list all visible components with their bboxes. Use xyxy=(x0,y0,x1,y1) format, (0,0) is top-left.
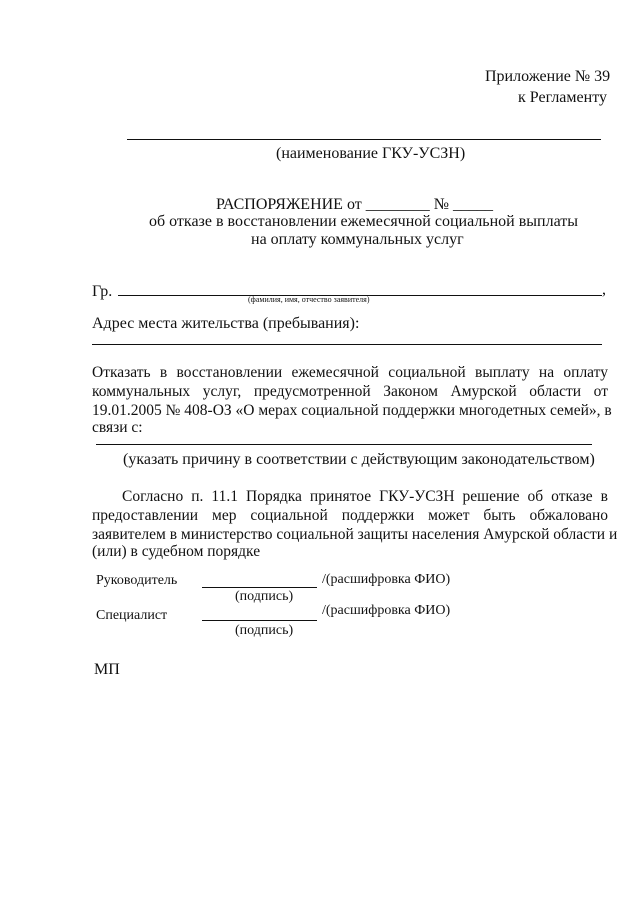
order-subtitle-1: об отказе в восстановлении ежемесячной социальной выплаты xyxy=(149,213,579,230)
address-label: Адрес места жительства (пребывания): xyxy=(92,315,360,332)
appendix-line1: Приложение № 39 xyxy=(485,68,611,85)
decision-line-4: связи с: xyxy=(92,419,143,436)
reason-line xyxy=(96,444,592,445)
decision-line-3: 19.01.2005 № 408-ОЗ «О мерах социальной поддержки многодетных семей», в xyxy=(92,402,612,419)
citizen-label: Гр. xyxy=(92,283,113,300)
decision-line-1: Отказать в восстановлении ежемесячной социальной выплату на оплату xyxy=(92,364,608,381)
appeal-line-4: (или) в судебном порядке xyxy=(92,543,261,560)
citizen-caption: (фамилия, имя, отчество заявителя) xyxy=(248,295,370,304)
specialist-sign-caption: (подпись) xyxy=(235,623,294,638)
appeal-line-3: заявителем в министерство социальной защиты населения Амурской области и xyxy=(92,526,618,543)
head-label: Руководитель xyxy=(96,573,178,588)
head-decode: /(расшифровка ФИО) xyxy=(322,572,451,587)
appeal-line-2: предоставлении мер социальной поддержки может быть обжаловано xyxy=(92,507,608,524)
decision-line-2: коммунальных услуг, предусмотренной Законом Амурской области от xyxy=(92,383,608,400)
reason-caption: (указать причину в соответствии с действующим законодательством) xyxy=(123,451,595,468)
appeal-line-1: Согласно п. 11.1 Порядка принятое ГКУ-УСЗН решение об отказе в xyxy=(122,488,608,505)
head-signature-line xyxy=(202,587,317,588)
stamp-label: МП xyxy=(94,661,120,678)
order-heading: РАСПОРЯЖЕНИЕ от ________ № _____ xyxy=(216,196,493,213)
order-subtitle-2: на оплату коммунальных услуг xyxy=(251,231,464,248)
appendix-line2: к Регламенту xyxy=(518,89,607,106)
head-sign-caption: (подпись) xyxy=(235,589,294,604)
appeal-paragraph xyxy=(92,487,618,544)
org-caption: (наименование ГКУ-УСЗН) xyxy=(276,145,466,162)
address-line xyxy=(92,344,602,345)
decision-paragraph xyxy=(92,363,612,420)
specialist-signature-line xyxy=(202,620,317,621)
org-name-line xyxy=(127,139,601,140)
specialist-label: Специалист xyxy=(96,608,168,623)
citizen-comma: , xyxy=(602,281,606,298)
specialist-decode: /(расшифровка ФИО) xyxy=(322,603,451,618)
